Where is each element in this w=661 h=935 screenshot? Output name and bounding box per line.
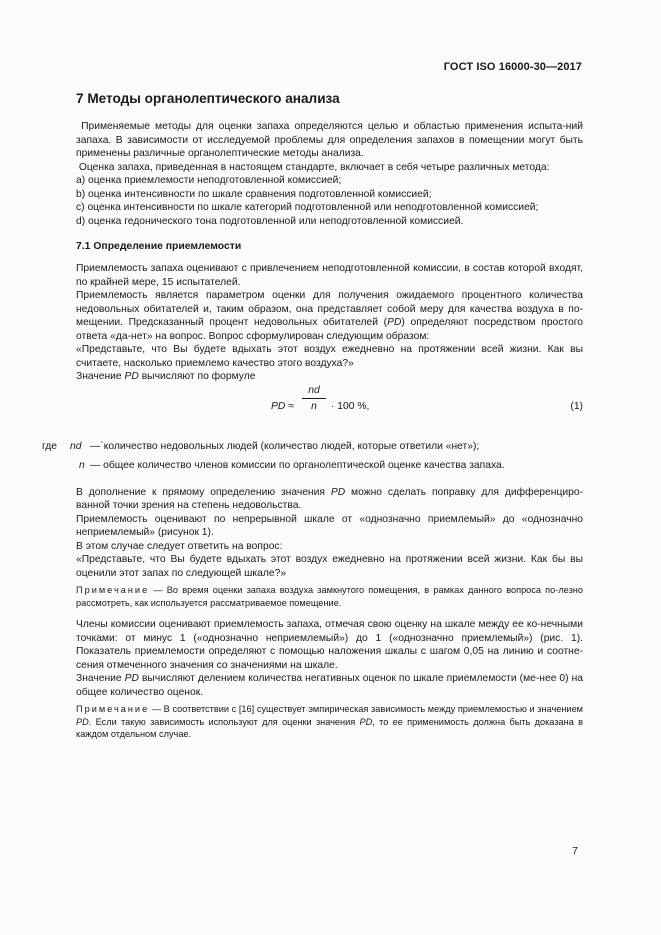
section-paragraph [76, 120, 583, 161]
list-item: d) оценка гедонического тона подготовленной или неподготовленной комиссией. [76, 215, 464, 227]
section-paragraph-2 [76, 161, 583, 175]
subsection-title: 7.1 Определение приемлемости [76, 241, 242, 252]
note-1: Примечание — Во время оценки запаха воздуха замкнутого помещения, в рамках данного вопроса по-лезно рассмотреть, как используется рассматриваемое помещение. [76, 585, 583, 608]
formula-intro: Значение PD вычисляют по формуле [76, 371, 256, 382]
body-paragraph-3: В этом случае следует ответить на вопрос: [76, 540, 283, 552]
quote-1: «Представьте, что Вы будете вдыхать этот воздух ежедневно на протяжении всей жизни. Как вы считаете, насколько приемлемо качество этого воздуха?» [76, 344, 583, 369]
body-paragraph-1: В дополнение к прямому определению значения PD можно сделать поправку для дифференциро-ванной точки зрения на степень недовольства. [76, 486, 583, 511]
where-label: где [42, 440, 58, 452]
formula-numerator: nd [308, 384, 320, 396]
quote-2: «Представьте, что Вы будете вдыхать этот воздух ежедневно на протяжении всей жизни. Как бы вы оценили этот запах по следующей шкале?» [76, 554, 583, 579]
symbol-definitions [42, 440, 583, 478]
definition-row [42, 440, 583, 459]
fraction-bar [302, 398, 326, 399]
formula-1 [76, 384, 583, 440]
body-paragraph-5: Значение PD вычисляют делением количества негативных оценок по шкале приемлемости (ме-нее 0) на общее количество оценок. [76, 673, 583, 698]
section-p1-text: Применяемые методы для оценки запаха определяются целью и областью применения испыта-ний запаха. В зависимости от исследуемой проблемы для определения запахов в помещении могут быть применены различные органолептические методы анализа. [76, 121, 583, 159]
body-paragraph-4: Члены комиссии оценивают приемлемость запаха, отмечая свою оценку на шкале между ее ко-нечными точками: от минус 1 («однозначно неприемлемый») до 1 («однозначно приемлемый») (рис. 1). Показатель приемлемости определяют с помощью наложения шкалы с шагом 0,05 на линию и соотне-сения отмеченного значения со значениями на шкале. [76, 619, 583, 671]
subsection-paragraph-1: Приемлемость запаха оценивают с привлечением неподготовленной комиссии, в состав которой входят, по крайней мере, 15 испытателей. [76, 263, 583, 288]
page-number: 7 [572, 845, 578, 857]
formula-fraction [302, 384, 326, 413]
formula-rhs: · 100 %, [331, 400, 370, 412]
note-2: Примечание — В соответствии с [16] существует эмпирическая зависимость между приемлемостью и значением PD. Если такую зависимость используют для оценки значения PD, то ее применимость должна быть доказана в каждом отдельном случае. [76, 704, 583, 739]
list-item: a) оценка приемлемости неподготовленной комиссией; [76, 175, 342, 186]
definition-symbol: nd [70, 440, 82, 452]
section-title: 7 Методы органолептического анализа [76, 91, 340, 106]
doc-code-header: ГОСТ ISO 16000-30—2017 [443, 61, 582, 73]
definition-text: —`количество недовольных людей (количество людей, которые ответили «нет»); [90, 440, 480, 452]
definition-text: — общее количество членов комиссии по органолептической оценке качества запаха. [90, 459, 505, 471]
section-p2-text: Оценка запаха, приведенная в настоящем стандарте, включает в себя четыре различных метода: [78, 161, 550, 173]
formula-lhs: PD ≈ [271, 400, 294, 412]
equation-number: (1) [570, 400, 583, 412]
subsection-paragraph-2: Приемлемость является параметром оценки для получения ожидаемого процентного количества недовольных обитателей и, таким образом, она представляет собой меру для качества воздуха в по-мещении. Предсказанный процент недовольных обитателей (PD) определяют посредством простого ответа «да-нет» на вопрос. Вопрос сформулирован следующим образом: [76, 290, 584, 342]
page-content [42, 90, 584, 741]
list-item: c) оценка интенсивности по шкале категорий подготовленной или неподготовленной комиссией; [76, 202, 539, 213]
method-list [76, 174, 583, 228]
definition-symbol: n [79, 459, 85, 471]
body-paragraph-2: Приемлемость оценивают по непрерывной шкале от «однозначно приемлемый» до «однозначно неприемлемый» (рисунок 1). [76, 513, 583, 538]
formula-denominator: n [311, 400, 317, 412]
list-item: b) оценка интенсивности по шкале сравнения подготовленной комиссией; [76, 188, 432, 200]
definition-row [42, 459, 583, 478]
